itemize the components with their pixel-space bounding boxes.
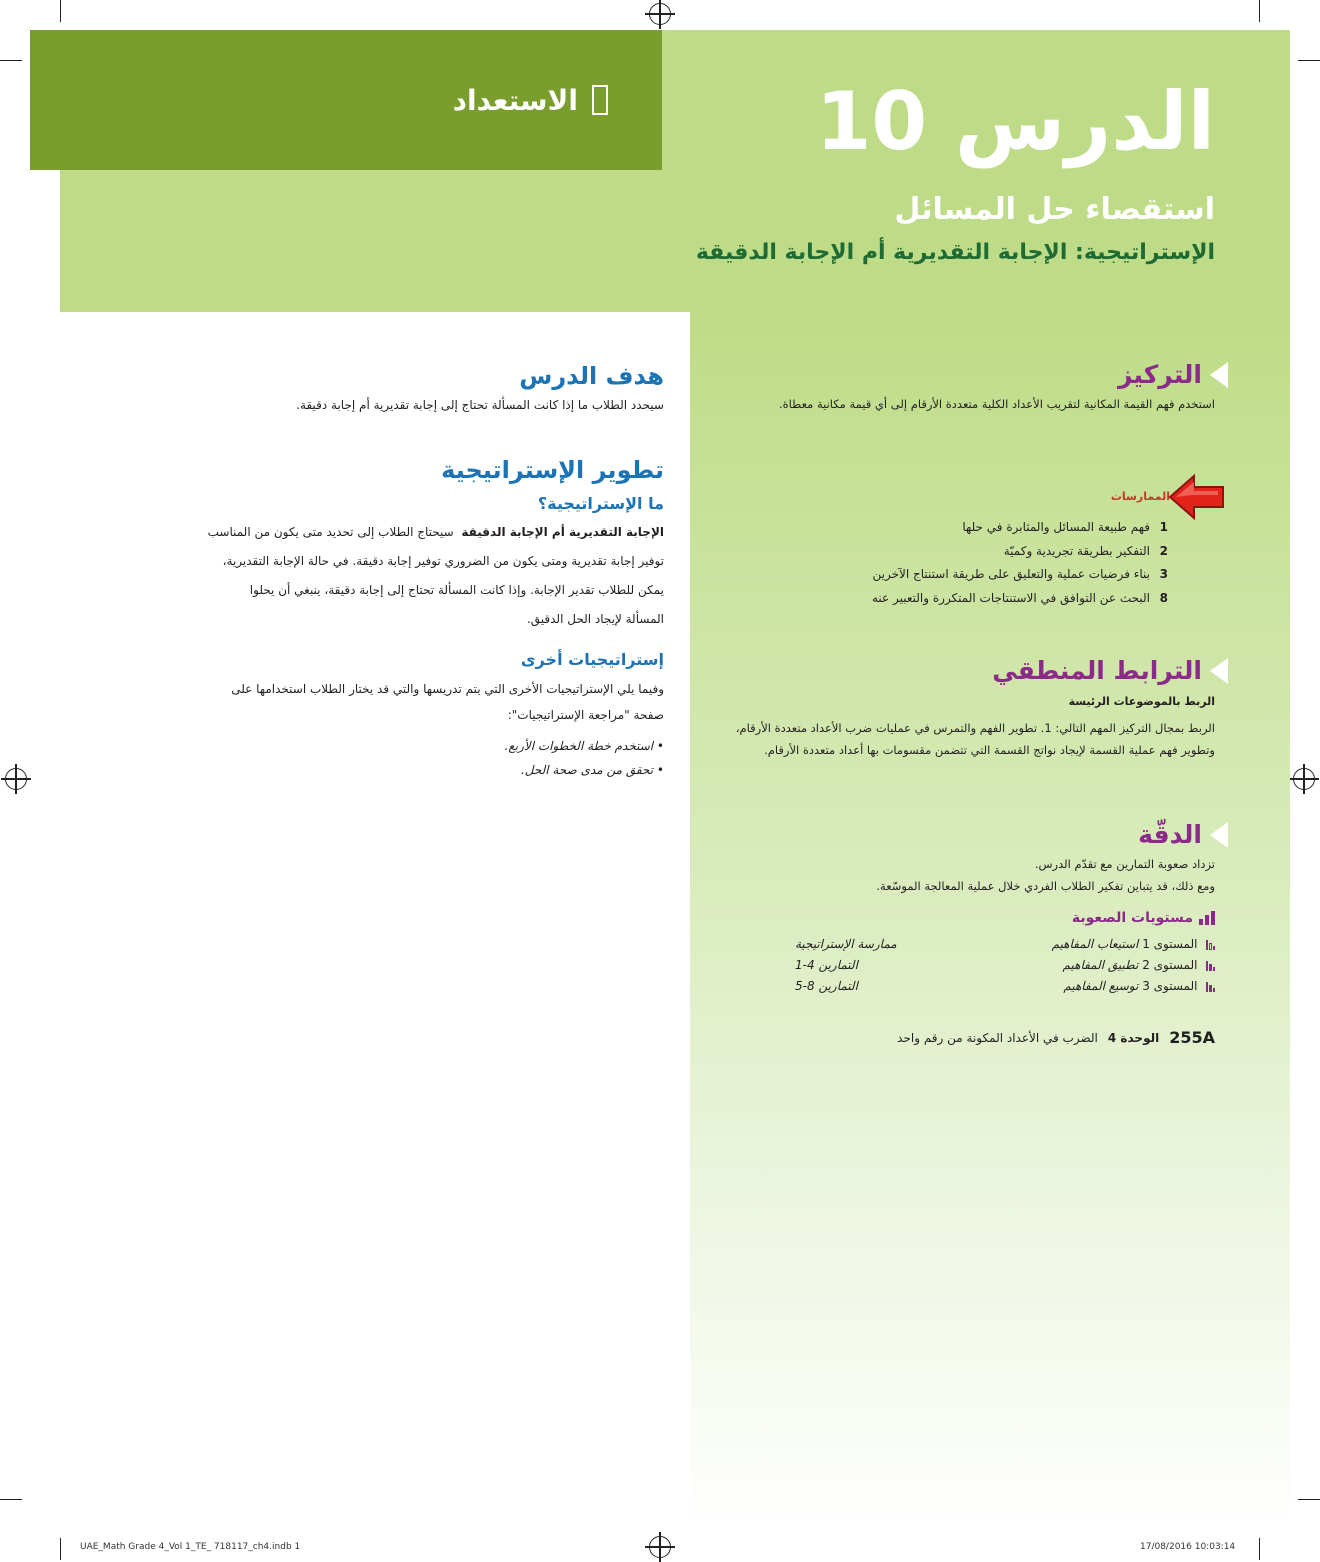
prep-banner [30,30,662,170]
crop-mark [1259,0,1260,22]
lesson-title: الدرس 10 [815,75,1215,168]
rigor-text: تزداد صعوبة التمارين مع تقدّم الدرس. ومع ذلك، قد يتباين تفكير الطلاب الفردي خلال عملية المعالجة الموسّعة. [876,857,1215,893]
page-footer [897,1028,1215,1047]
triangle-pointer-icon [1210,822,1228,848]
crop-mark [1298,60,1320,61]
practices-list [648,516,1168,610]
slug-file: UAE_Math Grade 4_Vol 1_TE_ 718117_ch4.indb 1 [80,1542,301,1552]
rigor-heading [1138,820,1228,849]
registration-mark-icon [1293,768,1315,790]
coherence-text: الربط بمجال التركيز المهم التالي: 1. تطوير الفهم والتمرس في عمليات ضرب الأعداد متعددة الأرقام، وتطوير فهم عملية القسمة لإيجاد نواتج القسمة التي تتضمن مقسومات بها أعداد متعددة الأرقام. [735,721,1215,757]
coherence-title: الترابط المنطقي [992,656,1202,685]
list-item: البحث عن التوافق في الاستنتاجات المتكررة والتعبير عنه 8 [871,590,1168,605]
triangle-pointer-icon [1210,658,1228,684]
levels-table [795,934,1215,997]
focus-title: التركيز [1117,360,1202,389]
red-arrow-icon [1168,472,1226,522]
list-item: بناء فرضيات عملية والتعليق على طريقة استنتاج الآخرين 3 [872,567,1168,581]
level-3-icon [1206,982,1216,992]
level-2-icon [1206,961,1216,971]
practice-header: ممارسة الإستراتيجية [795,937,897,951]
prep-label: الاستعداد [452,83,578,117]
levels-heading: مستويات الصعوبة [1072,910,1215,926]
crop-mark [0,1499,22,1500]
objective-text: سيحدد الطلاب ما إذا كانت المسألة تحتاج إلى إجابة تقديرية أم إجابة دقيقة. [296,398,664,412]
triangle-pointer-icon [1210,362,1228,388]
table-row: المستوى 3 توسيع المفاهيم التمارين 8-5 [795,976,1215,997]
unit-title: الضرب في الأعداد المكونة من رقم واحد [897,1030,1098,1045]
level-1-icon [1206,940,1216,950]
lesson-subtitle: استقصاء حل المسائل [894,192,1215,227]
list-item: التفكير بطريقة تجريدية وكميّة 2 [1003,543,1168,558]
rigor-title: الدقّة [1138,820,1202,849]
other-strategies-title: إستراتيجيات أخرى [520,650,664,669]
other-strategies-body: وفيما يلي الإستراتيجيات الأخرى التي يتم تدريسها والتي قد يختار الطلاب استخدامها على صفحة "مراجعة الإستراتيجيات": [231,682,664,722]
other-strategies-list [264,734,664,782]
crop-mark [60,0,61,22]
slug-date: 17/08/2016 10:03:14 [1140,1542,1236,1552]
unit-label: الوحدة 4 [1107,1030,1160,1045]
crop-mark [1298,1499,1320,1500]
strategy-dev-title: تطوير الإستراتيجية [441,456,664,484]
difficulty-bars-icon [1199,911,1215,925]
registration-mark-icon [649,3,671,25]
coherence-heading [992,656,1228,685]
table-row: المستوى 1 استيعاب المفاهيم ممارسة الإستراتيجية [795,934,1215,955]
focus-heading [1118,360,1228,389]
list-item: • تحقق من مدى صحة الحل. [520,763,664,777]
registration-mark-icon [649,1536,671,1558]
coherence-subhead: الربط بالموضوعات الرئيسة [1068,695,1215,708]
list-item: • استخدم خطة الخطوات الأربع. [504,739,664,753]
strategy-dev-body: الإجابة التقديرية أم الإجابة الدقيقة سيحتاج الطلاب إلى تحديد متى يكون من المناسب توفير إجابة تقديرية ومتى يكون من الضروري توفير إجابة دقيقة. في حالة الإجابة التقديرية، يمكن للطلاب تقدير الإجابة. وإذا كانت المسألة تحتاج إلى إجابة دقيقة، ينبغي أن يحلوا المسألة لإيجاد الحل الدقيق. [207,525,664,626]
list-item: فهم طبيعة المسائل والمثابرة في حلها 1 [962,520,1168,534]
practices-label: الممارسات [1110,490,1170,503]
focus-text: استخدم فهم القيمة المكانية لتقريب الأعداد الكلية متعددة الأرقام إلى أي قيمة مكانية معطاة. [778,397,1215,411]
page-number: 255A [1169,1028,1215,1047]
crop-mark [1259,1538,1260,1560]
checkbox-icon [592,85,608,115]
crop-mark [60,1538,61,1560]
table-row: المستوى 2 تطبيق المفاهيم التمارين 4-1 [795,955,1215,976]
objective-title: هدف الدرس [519,362,664,390]
crop-mark [0,60,22,61]
what-strategy-title: ما الإستراتيجية؟ [537,494,664,513]
registration-mark-icon [5,768,27,790]
lesson-strategy: الإستراتيجية: الإجابة التقديرية أم الإجابة الدقيقة [695,240,1215,265]
